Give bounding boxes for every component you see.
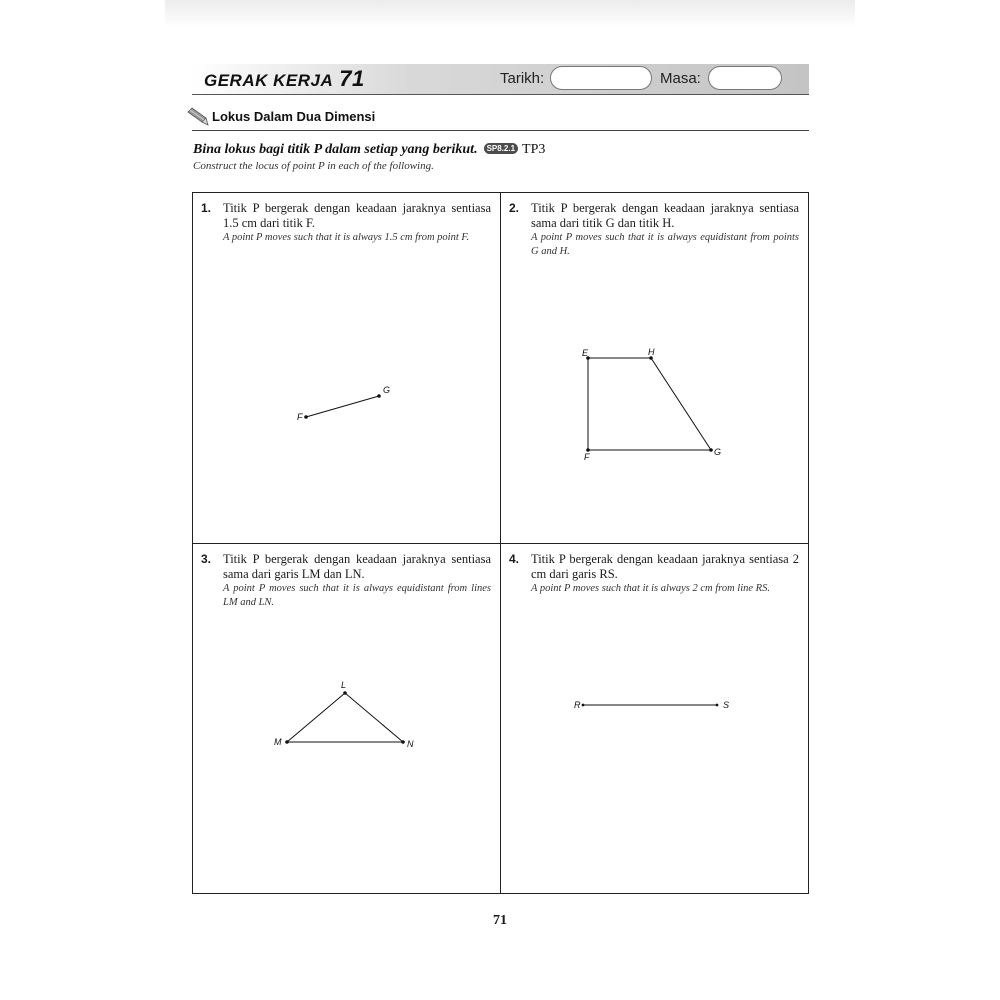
- point-r: [582, 704, 585, 707]
- point-label: S: [723, 700, 730, 710]
- figure-4: [574, 700, 729, 710]
- segment-fg: [306, 396, 379, 417]
- point-label: E: [582, 348, 589, 358]
- worksheet-title-text: GERAK KERJA: [204, 71, 334, 90]
- trapezium-ehgf: [588, 358, 711, 450]
- point-label: F: [584, 452, 590, 462]
- question-number: 4.: [509, 552, 520, 566]
- question-text-en: A point P moves such that it is always equidistant from lines LM and LN.: [223, 583, 491, 608]
- worksheet-number: 71: [339, 66, 365, 91]
- point-f: [304, 415, 308, 419]
- point-label: G: [383, 385, 391, 395]
- question-text-en: A point P moves such that it is always 1.5 cm from point F.: [223, 232, 470, 243]
- date-label: Tarikh:: [500, 70, 545, 87]
- point-label: R: [574, 700, 581, 710]
- instruction-en: Construct the locus of point P in each of the following.: [193, 160, 434, 172]
- point-s: [716, 704, 719, 707]
- time-label: Masa:: [660, 70, 701, 87]
- question-text-ms: Titik P bergerak dengan keadaan jaraknya sentiasa 1.5 cm dari titik F.: [223, 201, 491, 230]
- question-number: 1.: [201, 201, 212, 215]
- point-label: F: [297, 412, 303, 422]
- figure-1: [297, 385, 390, 422]
- question-number: 2.: [509, 201, 520, 215]
- triangle-lmn: [287, 693, 403, 742]
- question-text-ms: Titik P bergerak dengan keadaan jaraknya sentiasa 2 cm dari garis RS.: [531, 552, 799, 581]
- point-n: [401, 740, 405, 744]
- instruction-ms-text: Bina lokus bagi titik P dalam setiap yang berikut.: [193, 142, 478, 157]
- point-l: [343, 691, 347, 695]
- standard-badge: SP8.2.1: [484, 143, 518, 154]
- point-label: N: [407, 739, 414, 749]
- point-label: L: [341, 680, 347, 690]
- question-text-en: A point P moves such that it is always equidistant from points G and H.: [531, 232, 799, 257]
- point-g: [709, 448, 713, 452]
- question-text-en: A point P moves such that it is always 2 cm from line RS.: [531, 583, 770, 594]
- point-label: G: [714, 447, 722, 457]
- point-label: H: [648, 347, 655, 357]
- point-g: [377, 394, 381, 398]
- question-text-ms: Titik P bergerak dengan keadaan jaraknya sentiasa sama dari titik G dan titik H.: [531, 201, 799, 230]
- page-number: 71: [493, 913, 507, 928]
- point-m: [285, 740, 289, 744]
- question-number: 3.: [201, 552, 212, 566]
- section-title: Lokus Dalam Dua Dimensi: [212, 109, 376, 124]
- figure-2: [582, 347, 721, 462]
- level-label: TP3: [522, 142, 546, 157]
- question-text-ms: Titik P bergerak dengan keadaan jaraknya sentiasa sama dari garis LM dan LN.: [223, 552, 491, 581]
- point-label: M: [274, 737, 282, 747]
- figure-3: [274, 680, 414, 749]
